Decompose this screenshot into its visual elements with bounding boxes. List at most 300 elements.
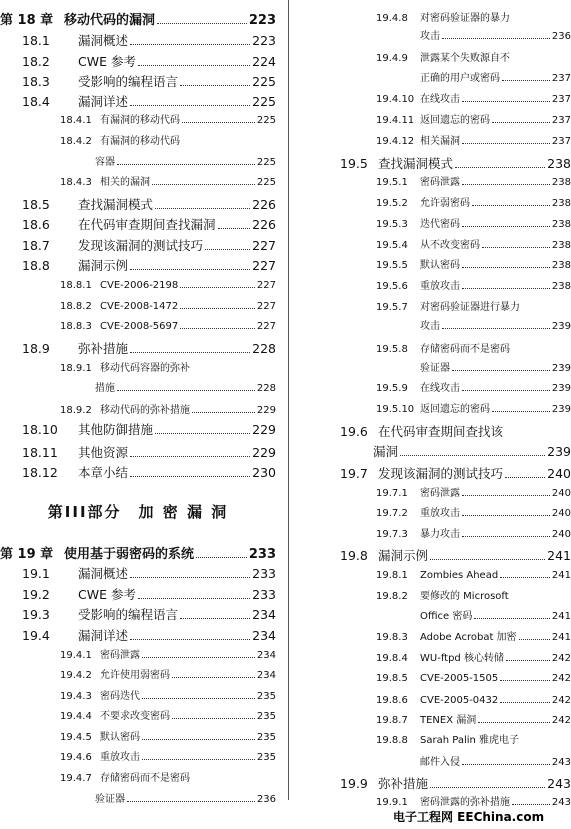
toc-entry[interactable] — [60, 322, 276, 332]
leader-dots — [130, 269, 250, 270]
page-number: 239 — [551, 321, 571, 332]
page-number: 239 — [547, 444, 571, 459]
leader-dots — [474, 618, 550, 619]
page-number: 225 — [256, 115, 276, 126]
leader-dots — [218, 228, 251, 229]
entry-title: 移动代码的漏洞 — [64, 13, 156, 28]
entry-title: CWE 参考 — [78, 54, 136, 69]
page-number: 229 — [256, 405, 276, 416]
entry-number: 18.12 — [22, 465, 58, 480]
leader-dots — [455, 167, 545, 168]
entry-title: 其他资源 — [78, 445, 129, 460]
entry-title: 正确的用户或密码 — [420, 73, 500, 84]
leader-dots — [472, 205, 550, 206]
page-number: 227 — [256, 301, 276, 312]
toc-entry[interactable] — [376, 654, 571, 664]
entry-title: WU-ftpd 核心转储 — [420, 653, 504, 664]
page-number: 237 — [551, 73, 571, 84]
toc-entry[interactable] — [376, 54, 571, 64]
leader-dots — [172, 677, 255, 678]
page-number: 229 — [252, 422, 276, 437]
entry-title: 重放攻击 — [100, 752, 140, 763]
entry-number: 19.5.4 — [376, 240, 408, 251]
column-divider — [288, 0, 289, 800]
entry-number: 18.11 — [22, 445, 58, 460]
leader-dots — [462, 226, 550, 227]
toc-entry[interactable] — [376, 220, 571, 230]
entry-number: 19.8.8 — [376, 735, 408, 746]
toc-entry[interactable] — [376, 345, 571, 355]
toc-entry[interactable] — [376, 571, 571, 581]
entry-title: 相关漏洞 — [420, 136, 460, 147]
entry-number: 19.8.2 — [376, 591, 408, 602]
entry-title: 弥补措施 — [78, 341, 129, 356]
page-number: 241 — [551, 570, 571, 581]
page-number: 242 — [551, 673, 571, 684]
entry-title: 对密码验证器的暴力 — [420, 13, 510, 24]
entry-number: 18.8 — [22, 258, 50, 273]
toc-entry[interactable] — [22, 467, 276, 480]
entry-title: 默认密码 — [100, 732, 140, 743]
toc-entry[interactable] — [22, 343, 276, 356]
leader-dots — [519, 639, 550, 640]
entry-number: 18.10 — [22, 422, 58, 437]
entry-number: 19.8.5 — [376, 673, 408, 684]
entry-title: CVE-2005-1505 — [420, 673, 499, 684]
leader-dots — [180, 308, 255, 309]
entry-number: 19.8.4 — [376, 653, 408, 664]
page-number: 236 — [551, 31, 571, 42]
toc-entry[interactable] — [60, 651, 276, 661]
entry-number: 18.4.1 — [60, 115, 92, 126]
entry-title: 密码迭代 — [100, 691, 140, 702]
leader-dots — [512, 804, 550, 805]
page-number: 240 — [551, 488, 571, 499]
page-number: 238 — [551, 219, 571, 230]
entry-title: CVE-2005-0432 — [420, 695, 499, 706]
toc-entry[interactable] — [340, 550, 571, 563]
entry-number: 19.5 — [340, 156, 368, 171]
toc-entry[interactable] — [376, 509, 571, 519]
entry-title: 要修改的 Microsoft — [420, 591, 509, 602]
entry-title: 本章小结 — [78, 465, 129, 480]
toc-entry[interactable] — [60, 753, 276, 763]
leader-dots — [142, 739, 255, 740]
toc-entry[interactable] — [420, 758, 571, 768]
leader-dots — [130, 456, 250, 457]
entry-title: 移动代码的弥补措施 — [100, 405, 190, 416]
page-number: 228 — [256, 383, 276, 394]
entry-title: 验证器 — [95, 794, 125, 805]
page-number: 237 — [551, 115, 571, 126]
page-number: 233 — [252, 587, 276, 602]
page-number: 225 — [256, 157, 276, 168]
page-number: 241 — [551, 632, 571, 643]
page-number: 239 — [551, 363, 571, 374]
entry-title: 密码泄露 — [420, 177, 460, 188]
entry-title: 邮件入侵 — [420, 757, 460, 768]
page-number: 243 — [551, 797, 571, 808]
toc-entry[interactable] — [376, 696, 571, 706]
entry-title: 迭代密码 — [420, 219, 460, 230]
entry-title: 密码泄露 — [100, 650, 140, 661]
leader-dots — [462, 184, 550, 185]
page-number: 223 — [248, 13, 276, 28]
leader-dots — [205, 249, 250, 250]
entry-title: 查找漏洞模式 — [78, 197, 154, 212]
leader-dots — [130, 577, 250, 578]
toc-entry[interactable] — [340, 158, 571, 171]
page-number: 233 — [252, 566, 276, 581]
toc-entry[interactable] — [420, 364, 571, 374]
entry-title: 漏洞概述 — [78, 33, 129, 48]
leader-dots — [492, 411, 550, 412]
entry-number: 19.7 — [340, 466, 368, 481]
entry-number: 19.5.1 — [376, 177, 408, 188]
entry-title: 攻击 — [420, 31, 440, 42]
entry-number: 19.8.6 — [376, 695, 408, 706]
toc-entry[interactable] — [376, 241, 571, 251]
toc-entry[interactable] — [22, 219, 276, 232]
entry-number: 19.7.1 — [376, 488, 408, 499]
toc-entry[interactable] — [60, 671, 276, 681]
entry-number: 19.5.8 — [376, 344, 408, 355]
entry-title: 漏洞示例 — [378, 548, 429, 563]
leader-dots — [138, 65, 250, 66]
entry-number: 19.5.6 — [376, 281, 408, 292]
entry-number: 19.5.9 — [376, 383, 408, 394]
entry-number: 19.9.1 — [376, 797, 408, 808]
toc-entry[interactable] — [60, 692, 276, 702]
leader-dots — [500, 702, 550, 703]
page-number: 243 — [551, 757, 571, 768]
entry-title: 返回遗忘的密码 — [420, 404, 490, 415]
entry-number: 19.3 — [22, 607, 50, 622]
toc-entry[interactable] — [376, 798, 571, 808]
entry-number: 18.2 — [22, 54, 50, 69]
page-number: 243 — [547, 776, 571, 791]
toc-entry[interactable] — [376, 261, 571, 271]
entry-title: 密码泄露的弥补措施 — [420, 797, 510, 808]
entry-number: 19.4.2 — [60, 670, 92, 681]
entry-title: CVE-2006-2198 — [100, 280, 179, 291]
toc-entry[interactable] — [420, 322, 571, 332]
entry-title: 查找漏洞模式 — [378, 156, 454, 171]
entry-title: 重放攻击 — [420, 508, 460, 519]
toc-entry[interactable] — [376, 592, 571, 602]
entry-title: 漏洞详述 — [78, 628, 129, 643]
entry-number: 19.9 — [340, 776, 368, 791]
toc-entry[interactable] — [376, 716, 571, 726]
leader-dots — [505, 477, 545, 478]
toc-entry[interactable] — [376, 489, 571, 499]
page-number: 234 — [252, 607, 276, 622]
entry-number: 19.7.2 — [376, 508, 408, 519]
entry-title: TENEX 漏洞 — [420, 715, 477, 726]
leader-dots — [180, 287, 255, 288]
entry-title: 允许弱密码 — [420, 198, 470, 209]
toc-entry[interactable] — [22, 96, 276, 109]
page-number: 234 — [256, 650, 276, 661]
entry-title: CWE 参考 — [78, 587, 136, 602]
toc-entry[interactable] — [60, 116, 276, 126]
page-number: 225 — [256, 177, 276, 188]
leader-dots — [130, 352, 250, 353]
leader-dots — [462, 495, 550, 496]
toc-entry[interactable] — [376, 384, 571, 394]
leader-dots — [462, 764, 550, 765]
page-number: 235 — [256, 752, 276, 763]
page-number: 240 — [551, 529, 571, 540]
entry-number: 19.4.12 — [376, 136, 415, 147]
entry-number: 18.4 — [22, 94, 50, 109]
toc-entry[interactable] — [420, 612, 571, 622]
entry-title: 漏洞示例 — [78, 258, 129, 273]
leader-dots — [452, 370, 550, 371]
leader-dots — [462, 101, 550, 102]
leader-dots — [192, 412, 255, 413]
entry-number: 19.4 — [22, 628, 50, 643]
toc-entry[interactable] — [22, 424, 276, 437]
page-number: 236 — [256, 794, 276, 805]
page-number: 238 — [551, 260, 571, 271]
toc-entry[interactable] — [376, 137, 571, 147]
entry-number: 19.8 — [340, 548, 368, 563]
entry-number: 18.7 — [22, 238, 50, 253]
toc-entry[interactable] — [60, 302, 276, 312]
toc-entry[interactable] — [340, 468, 571, 481]
entry-title: 返回遗忘的密码 — [420, 115, 490, 126]
entry-number: 18.5 — [22, 197, 50, 212]
entry-title: CVE-2008-1472 — [100, 301, 179, 312]
entry-title: 暴力攻击 — [420, 529, 460, 540]
toc-entry[interactable] — [376, 282, 571, 292]
entry-number: 19.4.11 — [376, 115, 415, 126]
entry-title: Zombies Ahead — [420, 570, 499, 581]
toc-entry[interactable] — [340, 426, 571, 439]
page-number: 238 — [551, 177, 571, 188]
entry-number: 19.4.6 — [60, 752, 92, 763]
leader-dots — [172, 718, 255, 719]
entry-number: 18.9 — [22, 341, 50, 356]
leader-dots — [462, 536, 550, 537]
page-number: 229 — [252, 445, 276, 460]
toc-entry[interactable] — [376, 178, 571, 188]
toc-entry[interactable] — [420, 74, 571, 84]
toc-entry[interactable] — [95, 384, 276, 394]
leader-dots — [142, 657, 255, 658]
toc-entry[interactable] — [60, 712, 276, 722]
entry-number: 19.5.3 — [376, 219, 408, 230]
leader-dots — [400, 455, 545, 456]
leader-dots — [506, 660, 550, 661]
toc-entry[interactable] — [0, 14, 276, 27]
leader-dots — [157, 23, 247, 24]
leader-dots — [478, 722, 550, 723]
leader-dots — [155, 433, 250, 434]
toc-entry[interactable] — [22, 35, 276, 48]
page-number: 234 — [256, 670, 276, 681]
entry-title: Adobe Acrobat 加密 — [420, 632, 517, 643]
entry-title: 攻击 — [420, 321, 440, 332]
entry-title: 从不改变密码 — [420, 240, 480, 251]
entry-number: 第 18 章 — [0, 13, 54, 28]
toc-entry[interactable] — [22, 76, 276, 89]
page-number: 227 — [252, 258, 276, 273]
entry-title: 有漏洞的移动代码 — [100, 136, 180, 147]
toc-entry[interactable] — [376, 14, 571, 24]
toc-entry[interactable] — [420, 32, 571, 42]
leader-dots — [117, 164, 255, 165]
leader-dots — [180, 328, 255, 329]
entry-title: 密码泄露 — [420, 488, 460, 499]
entry-number: 18.8.3 — [60, 321, 92, 332]
entry-title: 相关的漏洞 — [100, 177, 150, 188]
entry-number: 19.5.7 — [376, 302, 408, 313]
entry-number: 18.6 — [22, 217, 50, 232]
entry-title: 存储密码而不是密码 — [100, 773, 190, 784]
toc-entry[interactable] — [22, 630, 276, 643]
leader-dots — [117, 390, 255, 391]
leader-dots — [462, 288, 550, 289]
toc-entry[interactable] — [60, 281, 276, 291]
page-number: 235 — [256, 732, 276, 743]
leader-dots — [430, 787, 545, 788]
entry-title: 受影响的编程语言 — [78, 74, 179, 89]
entry-title: 在线攻击 — [420, 383, 460, 394]
page-number: 223 — [252, 33, 276, 48]
page-number: 233 — [248, 547, 276, 562]
entry-title: 在线攻击 — [420, 94, 460, 105]
entry-title: Office 密码 — [420, 611, 473, 622]
entry-number: 19.8.3 — [376, 632, 408, 643]
entry-title: 漏洞详述 — [78, 94, 129, 109]
toc-entry[interactable] — [0, 548, 276, 561]
toc-entry[interactable] — [22, 447, 276, 460]
toc-entry[interactable] — [60, 178, 276, 188]
toc-entry[interactable] — [22, 56, 276, 69]
entry-number: 19.1 — [22, 566, 50, 581]
toc-entry[interactable] — [22, 609, 276, 622]
leader-dots — [138, 598, 250, 599]
toc-entry[interactable] — [22, 260, 276, 273]
entry-number: 第 19 章 — [0, 547, 54, 562]
toc-entry[interactable] — [376, 199, 571, 209]
toc-entry[interactable] — [22, 199, 276, 212]
toc-entry[interactable] — [60, 364, 276, 374]
toc-entry[interactable] — [60, 137, 276, 147]
page-number: 242 — [551, 715, 571, 726]
entry-number: 19.4.7 — [60, 773, 92, 784]
leader-dots — [430, 559, 545, 560]
entry-number: 19.4.1 — [60, 650, 92, 661]
page-number: 242 — [551, 653, 571, 664]
entry-title: 漏洞 — [373, 444, 399, 459]
toc-entry[interactable] — [22, 589, 276, 602]
toc-entry[interactable] — [95, 158, 276, 168]
entry-title: 泄露某个失败源自不 — [420, 53, 510, 64]
entry-title: 对密码验证器进行暴力 — [420, 302, 520, 313]
page-number: 234 — [252, 628, 276, 643]
leader-dots — [127, 801, 255, 802]
toc-entry[interactable] — [22, 568, 276, 581]
toc-entry[interactable] — [376, 530, 571, 540]
entry-number: 18.9.2 — [60, 405, 92, 416]
toc-entry[interactable] — [60, 733, 276, 743]
page-number: 224 — [252, 54, 276, 69]
entry-title: 受影响的编程语言 — [78, 607, 179, 622]
leader-dots — [462, 515, 550, 516]
toc-entry[interactable] — [376, 405, 571, 415]
leader-dots — [462, 143, 550, 144]
entry-number: 19.4.8 — [376, 13, 408, 24]
leader-dots — [500, 680, 550, 681]
entry-number: 18.1 — [22, 33, 50, 48]
toc-entry[interactable] — [373, 446, 571, 459]
page-number: 242 — [551, 695, 571, 706]
toc-entry[interactable] — [376, 633, 571, 643]
page-number: 238 — [551, 240, 571, 251]
page-number: 238 — [547, 156, 571, 171]
leader-dots — [442, 328, 550, 329]
leader-dots — [180, 618, 250, 619]
toc-entry[interactable] — [95, 795, 276, 805]
page-number: 230 — [252, 465, 276, 480]
entry-title: 容器 — [95, 157, 115, 168]
toc-entry[interactable] — [60, 774, 276, 784]
entry-title: 使用基于弱密码的系统 — [64, 547, 195, 562]
page-number: 226 — [252, 197, 276, 212]
leader-dots — [482, 247, 550, 248]
entry-title: 其他防御措施 — [78, 422, 154, 437]
entry-number: 18.3 — [22, 74, 50, 89]
toc-entry[interactable] — [376, 116, 571, 126]
page-number: 239 — [551, 383, 571, 394]
page-number: 235 — [256, 691, 276, 702]
toc-entry[interactable] — [376, 674, 571, 684]
entry-title: 发现该漏洞的测试技巧 — [78, 238, 204, 253]
entry-number: 19.5.2 — [376, 198, 408, 209]
entry-number: 19.8.7 — [376, 715, 408, 726]
entry-number: 19.7.3 — [376, 529, 408, 540]
page-number: 238 — [551, 281, 571, 292]
entry-title: Sarah Palin 雅虎电子 — [420, 735, 520, 746]
toc-entry[interactable] — [376, 736, 571, 746]
page-number: 225 — [252, 94, 276, 109]
leader-dots — [182, 122, 255, 123]
entry-number: 19.4.4 — [60, 711, 92, 722]
leader-dots — [196, 557, 247, 558]
entry-title: 发现该漏洞的测试技巧 — [378, 466, 504, 481]
page-number: 226 — [252, 217, 276, 232]
entry-title: 弥补措施 — [378, 776, 429, 791]
toc-entry[interactable] — [376, 303, 571, 313]
leader-dots — [492, 122, 550, 123]
page-number: 227 — [256, 280, 276, 291]
site-watermark: 电子工程网 EEChina.com — [393, 810, 545, 824]
toc-entry[interactable] — [376, 95, 571, 105]
page-number: 239 — [551, 404, 571, 415]
entry-number: 19.6 — [340, 424, 368, 439]
toc-entry[interactable] — [22, 240, 276, 253]
entry-title: 在代码审查期间查找该 — [378, 424, 504, 439]
page-number: 227 — [252, 238, 276, 253]
toc-entry[interactable] — [60, 406, 276, 416]
toc-entry[interactable] — [340, 778, 571, 791]
entry-title: 在代码审查期间查找漏洞 — [78, 217, 216, 232]
entry-title: 验证器 — [420, 363, 450, 374]
leader-dots — [502, 80, 550, 81]
